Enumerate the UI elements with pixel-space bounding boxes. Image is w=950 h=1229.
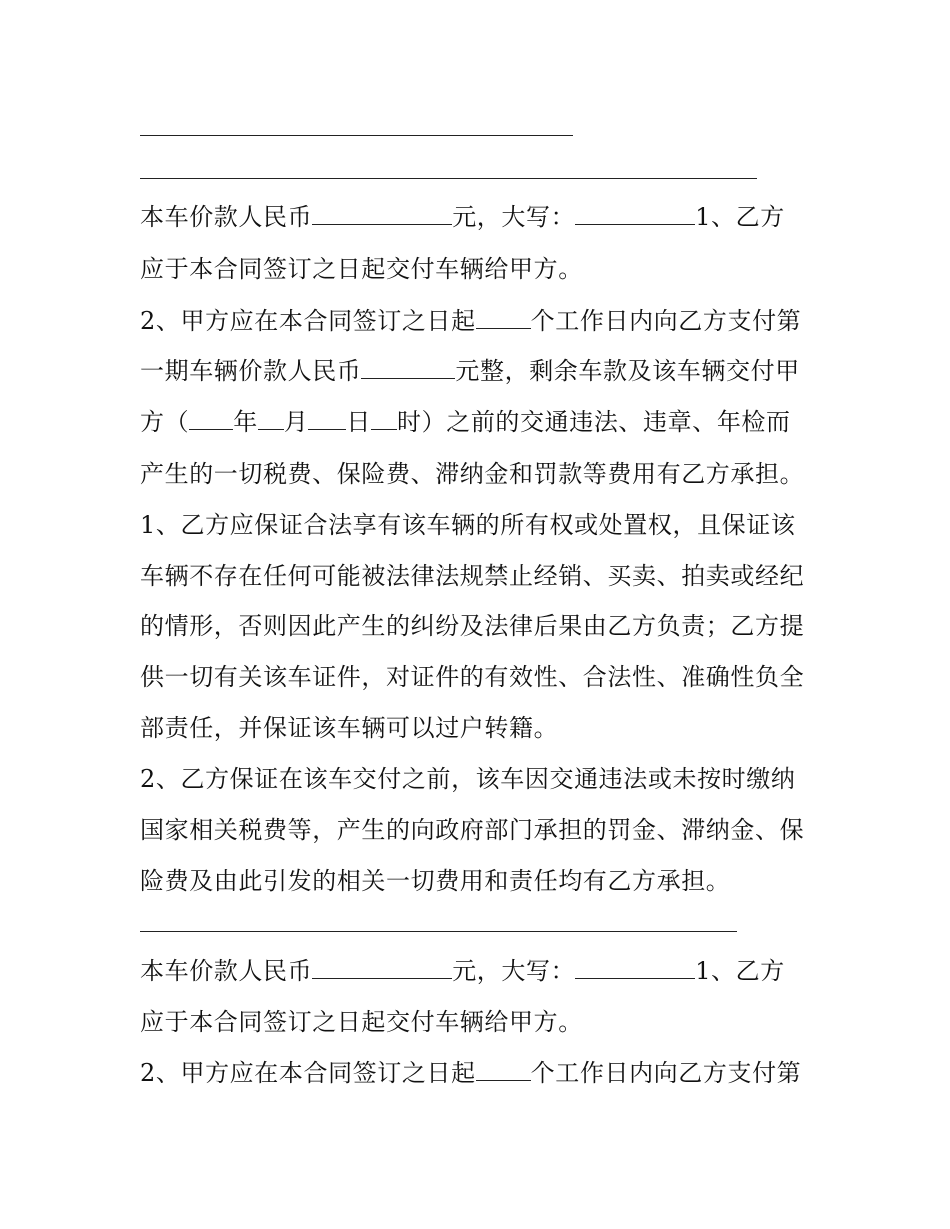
text-segment: 日 bbox=[346, 408, 372, 436]
text-segment: 1、乙方 bbox=[695, 203, 785, 231]
text-segment: 元整，剩余车款及该车辆交付甲 bbox=[455, 357, 800, 385]
text-segment: 个工作日内向乙方支付第 bbox=[530, 1059, 802, 1087]
text-segment: 应于本合同签订之日起交付车辆给甲方。 bbox=[140, 255, 583, 283]
text-segment: 2、乙方保证在该车交付之前，该车因交通违法或未按时缴纳 bbox=[140, 765, 796, 793]
paragraph-line bbox=[140, 305, 801, 337]
blank-rule-3 bbox=[140, 931, 737, 932]
text-segment: 时）之前的交通违法、违章、年检而 bbox=[397, 408, 791, 436]
text-segment: 本车价款人民币 bbox=[140, 957, 313, 985]
paragraph-line bbox=[140, 458, 804, 490]
paragraph-line bbox=[140, 355, 800, 387]
fill-blank-days bbox=[476, 306, 531, 329]
fill-blank-day bbox=[308, 407, 346, 430]
text-segment: 元，大写： bbox=[452, 957, 576, 985]
fill-blank-year bbox=[189, 407, 233, 430]
text-segment: 应于本合同签订之日起交付车辆给甲方。 bbox=[140, 1008, 583, 1036]
paragraph-line bbox=[140, 763, 795, 795]
fill-blank-installment bbox=[361, 356, 455, 379]
fill-blank-uppercase bbox=[575, 956, 695, 979]
fill-blank-price bbox=[312, 956, 452, 979]
text-segment: 供一切有关该车证件，对证件的有效性、合法性、准确性负全 bbox=[140, 663, 805, 691]
text-segment: 本车价款人民币 bbox=[140, 203, 313, 231]
text-segment: 部责任，并保证该车辆可以过户转籍。 bbox=[140, 714, 559, 742]
paragraph-line bbox=[140, 712, 558, 744]
paragraph-line bbox=[140, 1006, 583, 1038]
paragraph-line bbox=[140, 865, 730, 897]
paragraph-line bbox=[140, 406, 791, 438]
paragraph-line bbox=[140, 814, 804, 846]
text-segment: 车辆不存在任何可能被法律法规禁止经销、买卖、拍卖或经纪 bbox=[140, 562, 805, 590]
blank-rule-2 bbox=[140, 178, 757, 179]
paragraph-line bbox=[140, 509, 795, 541]
text-segment: 月 bbox=[283, 408, 309, 436]
text-segment: 产生的一切税费、保险费、滞纳金和罚款等费用有乙方承担。 bbox=[140, 460, 805, 488]
paragraph-line bbox=[140, 1057, 801, 1089]
text-segment: 1、乙方 bbox=[695, 957, 785, 985]
text-segment: 一期车辆价款人民币 bbox=[140, 357, 362, 385]
paragraph-line bbox=[140, 610, 804, 642]
paragraph-line bbox=[140, 661, 804, 693]
text-segment: 国家相关税费等，产生的向政府部门承担的罚金、滞纳金、保 bbox=[140, 816, 805, 844]
text-segment: 方（ bbox=[140, 408, 190, 436]
text-segment: 2、甲方应在本合同签订之日起 bbox=[140, 1059, 476, 1087]
blank-rule-1 bbox=[140, 135, 573, 136]
fill-blank-days bbox=[476, 1058, 531, 1081]
text-segment: 个工作日内向乙方支付第 bbox=[530, 307, 802, 335]
fill-blank-hour bbox=[371, 407, 397, 430]
text-segment: 2、甲方应在本合同签订之日起 bbox=[140, 307, 476, 335]
text-segment: 元，大写： bbox=[452, 203, 576, 231]
paragraph-line bbox=[140, 955, 785, 987]
fill-blank-month bbox=[258, 407, 284, 430]
paragraph-line bbox=[140, 253, 583, 285]
text-segment: 1、乙方应保证合法享有该车辆的所有权或处置权，且保证该 bbox=[140, 511, 796, 539]
text-segment: 的情形，否则因此产生的纠纷及法律后果由乙方负责；乙方提 bbox=[140, 612, 805, 640]
fill-blank-uppercase bbox=[575, 202, 695, 225]
fill-blank-price bbox=[312, 202, 452, 225]
text-segment: 年 bbox=[233, 408, 258, 436]
text-segment: 险费及由此引发的相关一切费用和责任均有乙方承担。 bbox=[140, 867, 731, 895]
paragraph-line bbox=[140, 560, 804, 592]
paragraph-line bbox=[140, 201, 785, 233]
